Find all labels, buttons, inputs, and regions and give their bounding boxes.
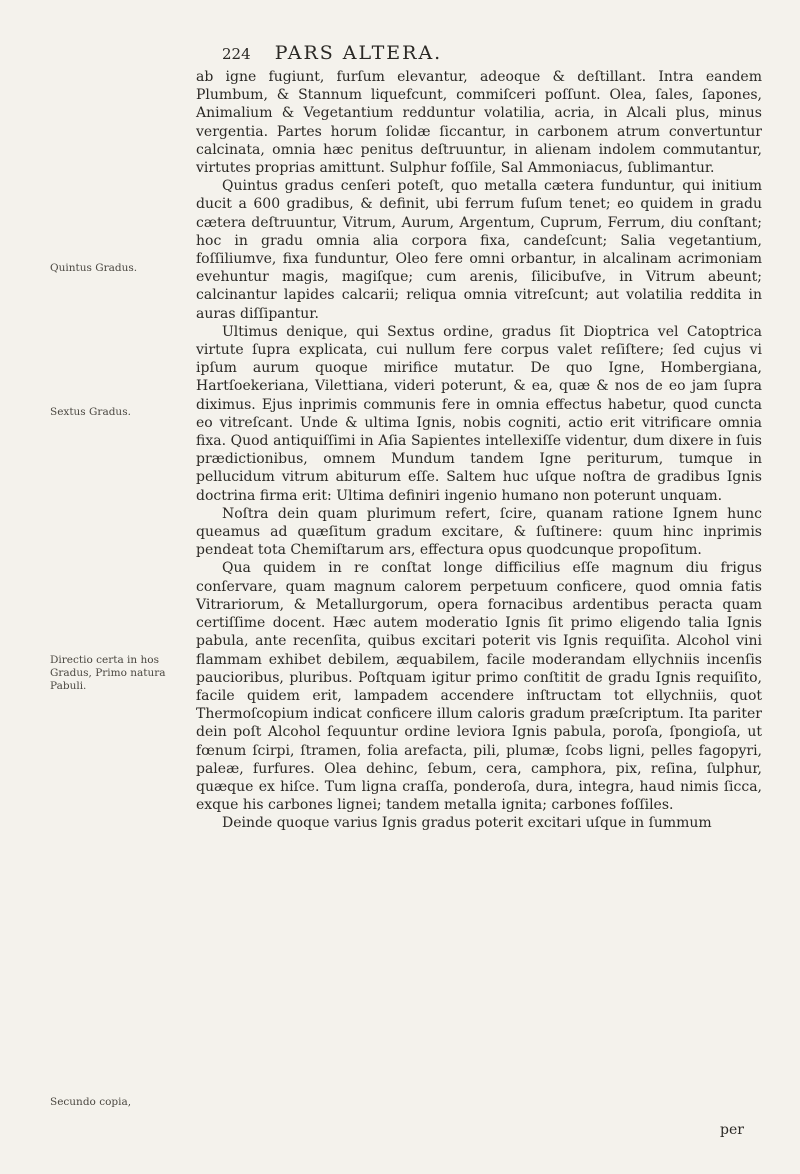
- paragraph: Quintus gradus cenſeri poteſt, quo metalla cætera funduntur, qui initium ducit a 600 gradibus, & definit, ubi ferrum fuſum tenet; eo quidem in gradu cætera deſtruuntur, Vitrum, Aurum, Argentum, Cuprum, Ferrum, diu conſtant; hoc in gradu omnia alia corpora fixa, candeſcunt; Salia vegetantium, foſſiliumve, fixa funduntur, Oleo fere omni orbantur, in alcalinam acrimoniam evehuntur magis, magiſque; cum arenis, ſilicibuſve, in Vitrum abeunt; calcinantur lapides calcarii; reliqua omnia vitreſcunt; aut volatilia reddita in auras diſſipantur.: [196, 178, 762, 322]
- paragraph: Qua quidem in re conſtat longe difficilius eſſe magnum diu frigus conſervare, quam magnum calorem perpetuum conficere, quod omnia fatis Vitrariorum, & Metallurgorum, opera fornacibus ardentibus peracta quam certiſſime docent. Hæc autem moderatio Ignis ſit primo eligendo talia Ignis pabula, ante recenſita, quibus excitari poterit vis Ignis requiſita. Alcohol vini flammam exhibet debilem, æquabilem, facile moderandam ellychniis incenſis paucioribus, pluribus. Poſtquam igitur primo conſtitit de gradu Ignis requiſito, facile quidem erit, lampadem accendere inſtructam tot ellychniis, quot Thermoſcopium indicat conficere illum caloris gradum præſcriptum. Ita pariter dein poſt Alcohol ſequuntur ordine leviora Ignis pabula, poroſa, ſpongioſa, ut fœnum ſcirpi, ſtramen, folia arefacta, pili, plumæ, ſcobs ligni, pelles fagopyri, paleæ, furfures. Olea dehinc, ſebum, cera, camphora, pix, reſina, ſulphur, quæque ex hiſce. Tum ligna craſſa, ponderoſa, dura, integra, haud nimis ſicca, exque his carbones lignei; tandem metalla ignita; carbones foſſiles.: [196, 560, 762, 814]
- main-text: [196, 68, 762, 833]
- paragraph: Noſtra dein quam plurimum refert, ſcire, quanam ratione Ignem hunc queamus ad quæſitum gradum excitare, & ſuſtinere: quum hinc inprimis pendeat tota Chemiſtarum ars, effectura opus quodcunque propoſitum.: [196, 505, 762, 559]
- margin-note-directio: Directio certa in hos Gradus, Primo natura Pabuli.: [50, 654, 166, 692]
- margin-note-quintus: Quintus Gradus.: [50, 262, 138, 274]
- page-number: 224: [222, 45, 251, 63]
- paragraph: ab igne fugiunt, furſum elevantur, adeoque & deſtillant. Intra eandem Plumbum, & Stannum liquefcunt, commiſceri poſſunt. Olea, ſales, ſapones, Animalium & Vegetantium redduntur volatilia, acria, in Alcali plus, minus vergentia. Partes horum ſolidæ ſiccantur, in carbonem atrum convertuntur calcinata, omnia hæc penitus deſtruuntur, in alienam indolem commutantur, virtutes proprias amittunt. Sulphur foſſile, Sal Ammoniacus, ſublimantur.: [196, 69, 762, 177]
- paragraph: Ultimus denique, qui Sextus ordine, gradus ſit Dioptrica vel Catoptrica virtute ſupra explicata, cui nullum fere corpus valet reſiſtere; ſed cujus vi ipſum aurum quoque mirifice mutatur. De quo Igne, Hombergiana, Hartſoekeriana, Vilettiana, videri poterunt, & ea, quæ & nos de eo jam ſupra diximus. Ejus inprimis communis fere in omnia effectus habetur, quod cuncta eo vitreſcant. Unde & ultima Ignis, nobis cogniti, actio erit vitrificare omnia fixa. Quod antiquiſſimi in Aſia Sapientes intellexiſſe videntur, dum dixere in ſuis prædictionibus, omnem Mundum tandem Igne periturum, tumque in pellucidum vitrum abiturum eſſe. Saltem huc uſque noſtra de gradibus Ignis doctrina firma erit: Ultima definiri ingenio humano non poterunt unquam.: [196, 323, 762, 504]
- margin-note-sextus: Sextus Gradus.: [50, 406, 131, 418]
- running-header: [222, 42, 682, 64]
- running-title: PARS ALTERA.: [274, 42, 443, 64]
- catchword: per: [720, 1122, 744, 1138]
- paragraph: Deinde quoque varius Ignis gradus poterit excitari uſque in ſummum: [222, 815, 712, 832]
- margin-note-secundo: Secundo copia,: [50, 1096, 132, 1108]
